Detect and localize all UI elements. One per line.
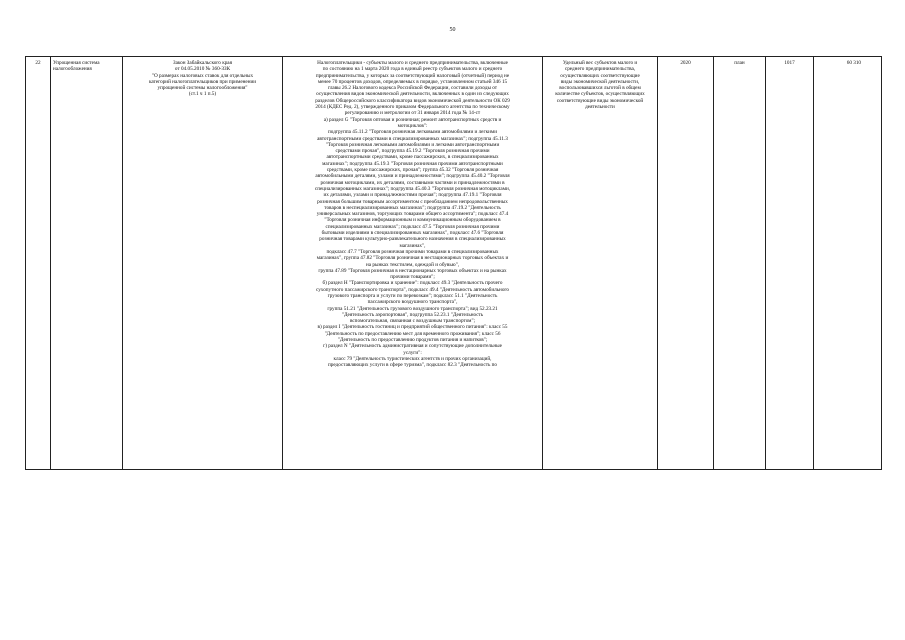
legal-act-line: (ст.1 ч 1 п.5) <box>188 91 217 98</box>
beneficiaries-line: а) раздел G "Торговля оптовая и розничная; ремонт автотранспортных средств и <box>323 116 502 123</box>
indicator-line: количестве субъектов, осуществляющих <box>555 91 645 98</box>
beneficiaries-line: "Деятельность по предоставлению продуктов питания и напитков"; <box>337 337 488 344</box>
beneficiaries-line: сухопутного пассажирского транспорта", подкласс 49.4 "Деятельность автомобильного <box>315 286 510 293</box>
beneficiaries-line: в) раздел I "Деятельность гостиниц и предприятий общественного питания": класс 55 <box>317 324 508 331</box>
beneficiaries-line: автотранспортными средствами в специализированных магазинах"; подгруппа 45.11.3 <box>317 135 508 142</box>
beneficiaries-line: г) раздел N "Деятельность административная и сопутствующие дополнительные <box>323 343 502 350</box>
beneficiaries-line: б) раздел H "Транспортировка и хранение": подкласс 49.3 "Деятельность прочего <box>322 280 503 287</box>
count-value: 1017 <box>784 60 795 66</box>
plan-type-cell <box>714 57 766 470</box>
beneficiaries-line: мотоциклов": <box>397 122 428 129</box>
legal-act-line: от 04.05.2010 № 360-ЗЗК <box>174 66 231 73</box>
year-cell <box>658 57 714 470</box>
legal-act-cell <box>123 57 283 470</box>
beneficiaries-line: на рынках текстилем, одеждой и обувью", <box>365 261 460 268</box>
indicator-line: соответствующие виды экономической <box>556 97 644 104</box>
beneficiaries-line: автотранспортными средствами, кроме пассажирских, в специализированных <box>326 154 499 161</box>
beneficiaries-line: разделов Общероссийского классификатора видов экономической деятельности ОК 029 <box>315 97 510 104</box>
beneficiaries-line: осуществления видов экономической деятельности, включенных в один из следующих <box>316 91 509 98</box>
benefits-table <box>25 56 882 470</box>
amount-value: 60 310 <box>846 60 861 66</box>
legal-act-line: "О размерах налоговых ставок для отдельных <box>151 72 254 79</box>
beneficiaries-line: бытовыми изделиями в специализированных магазинах", подкласс 47.6 "Торговля <box>321 230 504 237</box>
beneficiaries-line: "Деятельность по предоставлению мест для временного проживания"; класс 56 <box>324 330 501 337</box>
tax-regime-line: Упрощенная система <box>53 60 100 66</box>
beneficiaries-line: менее 70 процентов доходов, определяемых в порядке, установленном статьей 346 15 <box>317 78 508 85</box>
indicator-line: осуществляющих соответствующие <box>560 72 640 79</box>
beneficiaries-line: товаров в неспециализированных магазинах"; подгруппа 47.19.2 "Деятельность <box>324 204 501 211</box>
beneficiaries-line: вспомогательная, связанная с воздушным транспортом"; <box>349 318 476 325</box>
beneficiaries-line: группа 47.89 "Торговля розничная в нестационарных торговых объектах и на рынках <box>318 267 507 274</box>
legal-act-line: категорий налогоплательщиков при применении <box>148 78 257 85</box>
beneficiaries-line: 2014 (КДЕС Ред. 2), утвержденного приказом Федерального агентства по техническому <box>315 104 510 111</box>
indicator-line: среднего предпринимательства, <box>564 66 636 73</box>
year-value: 2020 <box>680 60 691 66</box>
beneficiaries-line: подгруппа 45.11.2 "Торговля розничная легковыми автомобилями и легкими <box>328 129 497 136</box>
beneficiaries-line: средствами, кроме пассажирских, прочая"; группа 45.32 "Торговля розничная <box>326 167 499 174</box>
indicator-line: Удельный вес субъектов малого и <box>562 60 638 66</box>
legal-act-line: упрощенной системы налогообложения" <box>157 85 248 92</box>
page-number: 50 <box>449 27 456 33</box>
plan-type-value: план <box>734 60 745 66</box>
beneficiaries-line: регулированию и метрологии от 31 января 2014 года № 14-ст <box>344 110 481 117</box>
legal-act-line: Закон Забайкальского края <box>172 60 233 66</box>
beneficiaries-cell <box>283 57 543 470</box>
beneficiaries-line: подкласс 47.7 "Торговля розничная прочими товарами в специализированных <box>326 248 499 255</box>
beneficiaries-line: "Торговля розничная информационным и коммуникационным оборудованием в <box>324 217 501 224</box>
beneficiaries-line: розничная мотоциклами, их деталями, составными частями и принадлежностями в <box>320 179 505 186</box>
beneficiaries-line: магазинах", группа 47.82 "Торговля розничная в нестационарных торговых объектах и <box>316 255 509 262</box>
beneficiaries-line: специализированных магазинах"; подкласс 47.5 "Торговля розничная прочими <box>325 223 500 230</box>
indicator-cell <box>543 57 658 470</box>
beneficiaries-line: грузового транспорта и услуги по перевозкам"; подкласс 51.1 "Деятельность <box>327 292 498 299</box>
beneficiaries-line: группа 51.21 "Деятельность грузового воздушного транспорта"; вид 52.23.21 <box>327 305 498 312</box>
row-number: 22 <box>35 60 41 66</box>
beneficiaries-line: универсальных магазинов, торгующих товарами общего ассортимента"; подкласс 47.4 <box>316 211 509 218</box>
tax-regime-cell <box>51 57 123 470</box>
beneficiaries-line: специализированных магазинах"; подгруппа 45.40.3 "Торговля розничная мотоциклами, <box>314 185 511 192</box>
table-row <box>26 57 882 470</box>
row-number-cell <box>26 57 51 470</box>
beneficiaries-line: средствами прочая", подгруппа 45.19.2 "Торговля розничная прочими <box>335 148 490 155</box>
beneficiaries-line: услуги": <box>403 349 422 356</box>
beneficiaries-line: прочими товарами"; <box>390 274 435 281</box>
beneficiaries-line: розничная большим товарным ассортиментом с преобладанием непродовольственных <box>317 198 508 205</box>
indicator-line: воспользовавшихся льготой в общем <box>559 85 641 92</box>
beneficiaries-line: предпринимательства, у которых за соответствующий налоговый (отчетный) период не <box>315 72 510 79</box>
beneficiaries-line: класс 79 "Деятельность туристических агентств и прочих организаций, <box>333 355 492 362</box>
beneficiaries-line: по состоянию на 1 марта 2020 года в единый реестр субъектов малого и среднего <box>322 66 503 73</box>
beneficiaries-line: "Торговля розничная легковыми автомобилями и легкими автотранспортными <box>325 141 500 148</box>
beneficiaries-line: автомобильными деталями, узлами и принадлежностями"; подгруппа 45.40.2 "Торговля <box>315 173 510 180</box>
beneficiaries-line: магазинах"; подгруппа 45.19.3 "Торговля розничная прочими автотранспортными <box>322 160 503 167</box>
beneficiaries-line: розничная товарами культурно-развлекательного назначения в специализированных <box>319 236 506 243</box>
beneficiaries-line: их деталями, узлами и принадлежностями прочая"; подгруппа 47.19.1 "Торговля <box>323 192 502 199</box>
amount-cell <box>814 57 882 470</box>
beneficiaries-line: Налогоплательщики - субъекты малого и среднего предпринимательства, включенные <box>317 60 508 66</box>
beneficiaries-line: пассажирского воздушного транспорта", <box>367 299 458 306</box>
beneficiaries-line: "Деятельность аэропортовая", подгруппа 52.23.1 "Деятельность <box>341 311 484 318</box>
tax-regime-line: налогообложения <box>53 66 92 73</box>
beneficiaries-line: главы 26.2 Налогового кодекса Российской Федерации, составили доходы от <box>327 85 498 92</box>
beneficiaries-line: магазинах", <box>399 242 426 249</box>
indicator-line: деятельности <box>585 104 615 111</box>
beneficiaries-line: предоставляющих услуги в сфере туризма", подкласс 82.3 "Деятельность по <box>327 362 498 369</box>
indicator-line: виды экономической деятельности, <box>560 78 640 85</box>
count-cell <box>766 57 814 470</box>
